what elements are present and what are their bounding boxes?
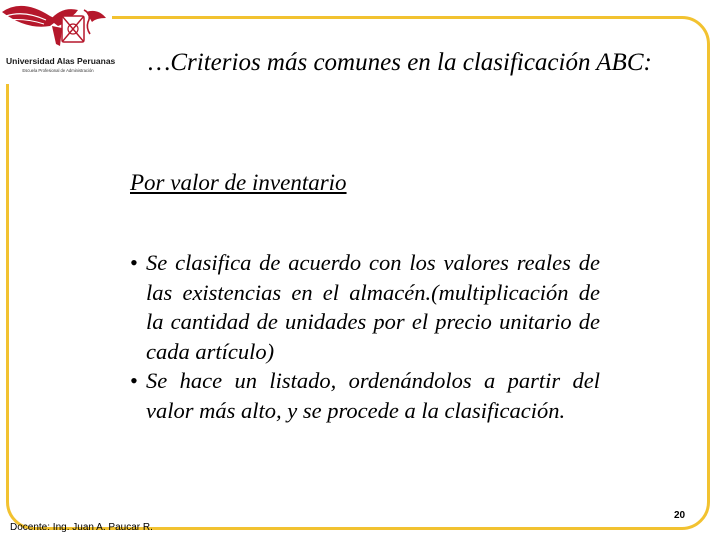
- bullet-item: • Se clasifica de acuerdo con los valores reales de las existencias en el almacén.(multiplicación de la cantidad de unidades por el precio unitario de cada artículo): [130, 248, 600, 366]
- logo-name: Universidad Alas Peruanas: [6, 56, 116, 66]
- slide-title: …Criterios más comunes en la clasificación ABC:: [148, 49, 652, 76]
- page-number: 20: [674, 510, 686, 521]
- logo-subtitle: Escuela Profesional de Administración: [22, 68, 94, 73]
- slide-subtitle: Por valor de inventario: [130, 170, 347, 195]
- condor-emblem-icon: [0, 0, 112, 60]
- bullet-item: • Se hace un listado, ordenándolos a partir del valor más alto, y se procede a la clasificación.: [130, 366, 600, 425]
- university-logo: [0, 0, 116, 84]
- footer-instructor: Docente: Ing. Juan A. Paucar R.: [10, 522, 153, 533]
- bullet-list: [130, 248, 600, 425]
